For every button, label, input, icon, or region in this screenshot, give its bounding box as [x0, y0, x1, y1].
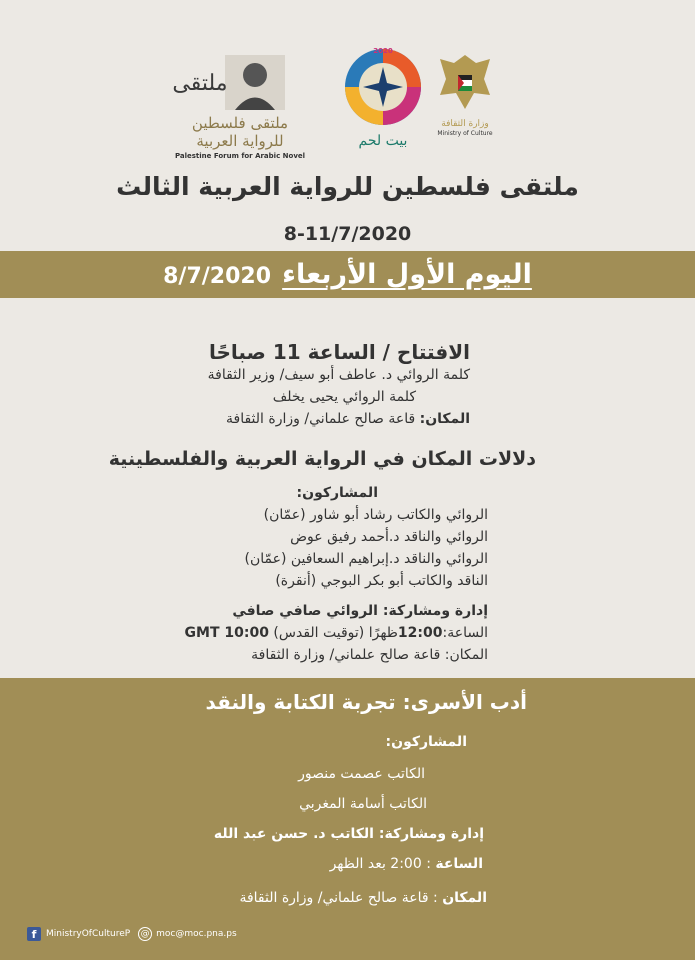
session2-participant: الكاتب أسامة المغربي — [299, 796, 427, 812]
session1-participant: الروائي والكاتب رشاد أبو شاور (عمّان) — [263, 507, 488, 523]
forum-arabic-name: ملتقى فلسطين للرواية العربية — [191, 114, 289, 150]
bethlehem-emblem-icon — [334, 45, 432, 150]
session1-participants-label: المشاركون: — [296, 485, 378, 501]
footer-contacts — [27, 925, 237, 943]
eagle-icon — [436, 49, 494, 115]
ministry-logo — [436, 49, 494, 149]
ministry-english-name: Ministry of Culture — [437, 130, 493, 137]
session1-participant: الروائي والناقد د.أحمد رفيق عوض — [290, 529, 488, 545]
opening-place-label: المكان: — [419, 411, 470, 427]
forum-logo — [170, 55, 310, 160]
session1-time-gmt: GMT 10:00 — [184, 625, 269, 641]
opening-section — [10, 340, 470, 430]
day-date: 8/7/2020 — [163, 264, 272, 289]
forum-dates: 8-11/7/2020 — [283, 223, 412, 245]
forum-title: ملتقى فلسطين للرواية العربية الثالث — [116, 172, 579, 201]
opening-place-value: قاعة صالح علماني/ وزارة الثقافة — [226, 411, 420, 427]
session1-moderator: إدارة ومشاركة: الروائي صافي صافي — [232, 603, 488, 619]
day-name: اليوم الأول الأربعاء — [282, 259, 532, 290]
session1-place: المكان: قاعة صالح علماني/ وزارة الثقافة — [251, 647, 488, 663]
session1-time — [28, 622, 488, 644]
session2-moderator: إدارة ومشاركة: الكاتب د. حسن عبد الله — [213, 826, 484, 842]
session2-panel — [0, 678, 695, 960]
session2-place — [239, 890, 487, 906]
svg-text:2020: 2020 — [373, 47, 393, 55]
session2-time — [330, 856, 483, 872]
session2-place-value: : قاعة صالح علماني/ وزارة الثقافة — [239, 890, 443, 906]
svg-text:ملتقى: ملتقى — [172, 71, 228, 96]
forum-english-name: Palestine Forum for Arabic Novel — [174, 152, 306, 160]
logos-row — [0, 45, 695, 160]
session1-heading: دلالات المكان في الرواية العربية والفلسطينية — [108, 448, 536, 470]
email-address[interactable]: moc@moc.pna.ps — [156, 929, 237, 939]
opening-place — [10, 408, 470, 430]
session2-heading: أدب الأسرى: تجربة الكتابة والنقد — [205, 690, 527, 714]
session2-time-value: : 2:00 بعد الظهر — [329, 856, 436, 872]
session1-time-prefix: الساعة: — [442, 625, 488, 641]
session1-section — [28, 482, 488, 666]
session2-participant: الكاتب عصمت منصور — [298, 766, 425, 782]
ministry-arabic-name: وزارة الثقافة — [441, 119, 489, 129]
session1-participant: الروائي والناقد د.إبراهيم السعافين (عمّان) — [244, 551, 488, 567]
opening-speech-2: كلمة الروائي يحيى يخلف — [272, 389, 416, 405]
session1-participant: الناقد والكاتب أبو بكر البوجي (أنقرة) — [275, 573, 488, 589]
email-icon: @ — [138, 927, 152, 941]
opening-heading: الافتتاح / الساعة 11 صباحًا — [208, 340, 470, 364]
session2-participants-label: المشاركون: — [385, 734, 467, 750]
session2-place-label: المكان — [442, 890, 487, 906]
forum-portrait-icon — [170, 55, 310, 110]
svg-text:بيت لحم: بيت لحم — [358, 133, 408, 149]
session2-time-label: الساعة — [435, 856, 483, 872]
opening-speech-1: كلمة الروائي د. عاطف أبو سيف/ وزير الثقافة — [207, 367, 470, 383]
session1-time-suffix: ظهرًا (توقيت القدس) — [268, 625, 398, 641]
day-banner — [0, 251, 695, 298]
session1-time-value: 12:00 — [397, 625, 443, 641]
bethlehem-2020-logo — [334, 45, 432, 150]
day-banner-text — [0, 259, 695, 290]
facebook-icon: f — [27, 927, 41, 941]
facebook-handle[interactable]: MinistryOfCultureP — [46, 929, 131, 939]
